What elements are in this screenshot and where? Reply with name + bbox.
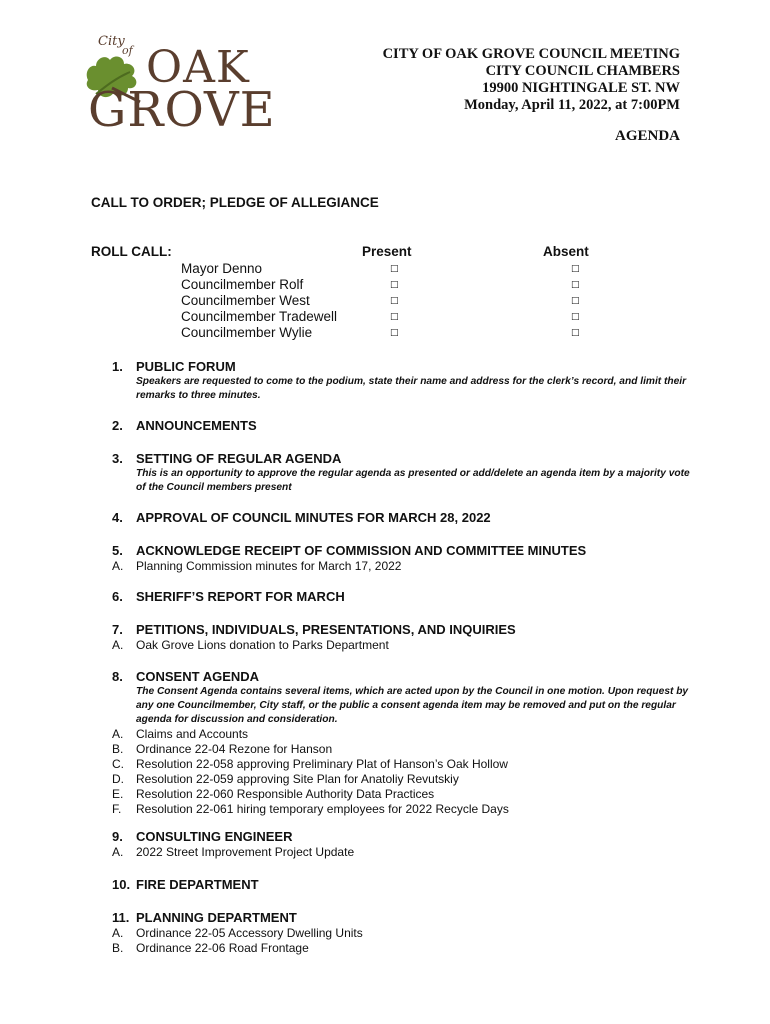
- sub-item: [112, 638, 692, 653]
- member-name: Councilmember Tradewell: [181, 309, 338, 324]
- agenda-item-fire-department: [112, 877, 692, 893]
- item-number: 9.: [112, 829, 123, 844]
- agenda-item-sheriff-report: [112, 589, 692, 605]
- sub-item-text: Oak Grove Lions donation to Parks Department: [136, 638, 389, 652]
- item-number: 10.: [112, 877, 131, 892]
- item-title: SETTING OF REGULAR AGENDA: [136, 451, 342, 466]
- present-column-header: Present: [362, 244, 412, 259]
- item-number: 5.: [112, 543, 123, 558]
- item-title: ANNOUNCEMENTS: [136, 418, 257, 433]
- absent-checkbox[interactable]: □: [571, 280, 580, 290]
- sub-item: [112, 845, 692, 860]
- absent-checkbox[interactable]: □: [571, 296, 580, 306]
- sub-item-text: Resolution 22-060 Responsible Authority Data Practices: [136, 787, 435, 801]
- sub-item: [112, 802, 692, 817]
- meeting-header: [383, 46, 680, 114]
- member-name: Councilmember West: [181, 293, 310, 308]
- item-number: 7.: [112, 622, 123, 637]
- sub-item-letter: A.: [112, 845, 124, 859]
- item-title: PETITIONS, INDIVIDUALS, PRESENTATIONS, AND INQUIRIES: [136, 622, 516, 637]
- absent-checkbox[interactable]: □: [571, 312, 580, 322]
- absent-column-header: Absent: [543, 244, 589, 259]
- sub-item-text: Resolution 22-061 hiring temporary employees for 2022 Recycle Days: [136, 802, 509, 816]
- sub-item-text: 2022 Street Improvement Project Update: [136, 845, 355, 859]
- agenda-item-public-forum: [112, 359, 692, 403]
- sub-item-letter: A.: [112, 926, 124, 940]
- member-name: Councilmember Wylie: [181, 325, 313, 340]
- sub-item: [112, 787, 692, 802]
- item-title: ACKNOWLEDGE RECEIPT OF COMMISSION AND COMMITTEE MINUTES: [136, 543, 587, 558]
- header-line-3: 19900 NIGHTINGALE ST. NW: [482, 80, 680, 96]
- item-note: This is an opportunity to approve the regular agenda as presented or add/delete an agenda item by a majority vote of the Council members present: [136, 468, 690, 493]
- sub-item: [112, 757, 692, 772]
- agenda-title: AGENDA: [614, 128, 680, 144]
- item-title: SHERIFF’S REPORT FOR MARCH: [136, 589, 345, 604]
- sub-item-text: Resolution 22-058 approving Preliminary Plat of Hanson’s Oak Hollow: [136, 757, 508, 771]
- present-checkboxes: [390, 261, 399, 341]
- sub-item-letter: D.: [112, 772, 124, 786]
- absent-checkbox[interactable]: □: [571, 264, 580, 274]
- item-title: CONSULTING ENGINEER: [136, 829, 293, 844]
- sub-item-letter: A.: [112, 559, 124, 573]
- item-title: PLANNING DEPARTMENT: [136, 910, 297, 925]
- logo-grove-text: GROVE: [88, 82, 276, 138]
- sub-item-text: Ordinance 22-06 Road Frontage: [136, 941, 309, 955]
- item-number: 11.: [112, 910, 130, 925]
- item-number: 2.: [112, 418, 123, 433]
- agenda-item-consent-agenda: [112, 669, 692, 817]
- sub-item-text: Resolution 22-059 approving Site Plan for Anatoliy Revutskiy: [136, 772, 459, 786]
- header-line-1: CITY OF OAK GROVE COUNCIL MEETING: [382, 46, 680, 62]
- agenda-item-approval-minutes: [112, 510, 692, 526]
- sub-item-letter: C.: [112, 757, 124, 771]
- sub-item-letter: A.: [112, 727, 124, 741]
- header-line-2: CITY COUNCIL CHAMBERS: [485, 63, 680, 79]
- member-name: Councilmember Rolf: [181, 277, 304, 292]
- member-name: Mayor Denno: [181, 261, 263, 276]
- item-number: 6.: [112, 589, 123, 604]
- item-number: 4.: [112, 510, 123, 525]
- agenda-item-setting-agenda: [112, 451, 692, 495]
- item-number: 1.: [112, 359, 123, 374]
- sub-item-text: Planning Commission minutes for March 17, 2022: [136, 559, 402, 573]
- present-checkbox[interactable]: □: [390, 264, 399, 274]
- present-checkbox[interactable]: □: [390, 280, 399, 290]
- sub-item-letter: A.: [112, 638, 124, 652]
- sub-item: [112, 941, 692, 956]
- agenda-item-planning-department: [112, 910, 692, 956]
- present-checkbox[interactable]: □: [390, 328, 399, 338]
- item-title: APPROVAL OF COUNCIL MINUTES FOR MARCH 28, 2022: [136, 510, 491, 525]
- sub-item: [112, 742, 692, 757]
- sub-item-text: Ordinance 22-05 Accessory Dwelling Units: [136, 926, 363, 940]
- sub-item: [112, 926, 692, 941]
- sub-item-letter: B.: [112, 742, 124, 756]
- present-checkbox[interactable]: □: [390, 312, 399, 322]
- item-title: PUBLIC FORUM: [136, 359, 236, 374]
- agenda-item-consulting-engineer: [112, 829, 692, 860]
- item-title: FIRE DEPARTMENT: [136, 877, 259, 892]
- sub-item-letter: F.: [112, 802, 122, 816]
- roll-call-label: ROLL CALL:: [91, 244, 172, 259]
- agenda-item-petitions: [112, 622, 692, 653]
- sub-item: [112, 727, 692, 742]
- logo-city-text: City: [98, 34, 125, 49]
- city-logo: [82, 34, 276, 138]
- sub-item-letter: B.: [112, 941, 124, 955]
- logo-oak-text: OAK: [146, 42, 250, 93]
- sub-item: [112, 559, 692, 574]
- absent-checkbox[interactable]: □: [571, 328, 580, 338]
- sub-item-letter: E.: [112, 787, 124, 801]
- item-note: Speakers are requested to come to the podium, state their name and address for the clerk’s record, and limit their remarks to three minutes.: [136, 376, 687, 401]
- item-note: The Consent Agenda contains several items, which are acted upon by the Council in one motion. Upon request by any one Councilmember, City staff, or the public a consent agenda item may be removed and put on the regular agenda for discussion and consideration.: [136, 686, 689, 725]
- item-number: 8.: [112, 669, 123, 684]
- sub-item-text: Ordinance 22-04 Rezone for Hanson: [136, 742, 333, 756]
- item-number: 3.: [112, 451, 123, 466]
- sub-item-text: Claims and Accounts: [136, 727, 249, 741]
- roll-call-members: [181, 261, 337, 341]
- present-checkbox[interactable]: □: [390, 296, 399, 306]
- logo-of-text: of: [122, 44, 133, 57]
- item-title: CONSENT AGENDA: [136, 669, 260, 684]
- call-to-order-heading: CALL TO ORDER; PLEDGE OF ALLEGIANCE: [91, 195, 379, 210]
- absent-checkboxes: [571, 261, 580, 341]
- sub-item: [112, 772, 692, 787]
- agenda-item-commission-minutes: [112, 543, 692, 574]
- agenda-item-announcements: [112, 418, 692, 434]
- header-line-4: Monday, April 11, 2022, at 7:00PM: [464, 97, 680, 113]
